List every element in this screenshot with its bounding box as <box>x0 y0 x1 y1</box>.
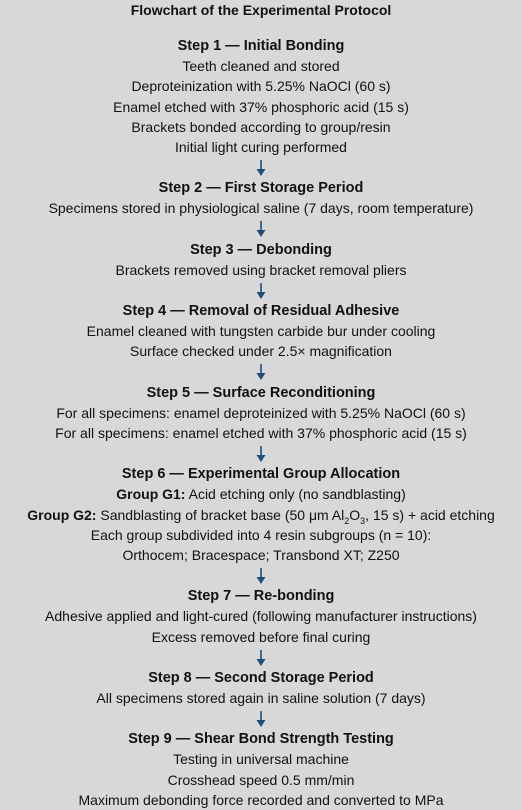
step-9-line-2: Crosshead speed 0.5 mm/min <box>167 771 355 788</box>
step-5-line-1: For all specimens: enamel deproteinized with 5.25% NaOCl (60 s) <box>56 404 466 421</box>
arrow-down-icon <box>0 565 522 586</box>
step-6-line-3: Each group subdivided into 4 resin subgroups (n = 10): <box>90 526 432 543</box>
arrow-down-icon <box>0 362 522 383</box>
step-7-line-1: Adhesive applied and light-cured (following manufacturer instructions) <box>45 608 477 625</box>
step-7-heading: Step 7 — Re-bonding <box>187 588 335 605</box>
group-g1-label: Group G1: <box>116 486 186 503</box>
step-7 <box>0 586 522 647</box>
step-9-line-1: Testing in universal machine <box>173 751 349 768</box>
group-g2-text-b: O <box>349 506 361 523</box>
step-1-line-1: Teeth cleaned and stored <box>182 58 340 74</box>
step-1-heading: Step 1 — Initial Bonding <box>177 38 345 54</box>
step-9-line-3: Maximum debonding force recorded and converted to MPa <box>78 791 444 808</box>
step-9 <box>0 729 522 810</box>
group-g1-text: Acid etching only (no sandblasting) <box>185 486 406 503</box>
step-1-line-5: Initial light curing performed <box>175 139 347 156</box>
step-5-heading: Step 5 — Surface Reconditioning <box>146 384 376 401</box>
step-8-line-1: All specimens stored again in saline solution (7 days) <box>96 690 426 707</box>
step-1-line-4: Brackets bonded according to group/resin <box>131 118 391 135</box>
arrow-down-icon <box>0 443 522 464</box>
arrow-down-icon <box>0 647 522 668</box>
step-4 <box>0 301 522 362</box>
arrow-down-icon <box>0 219 522 240</box>
step-1-line-3: Enamel etched with 37% phosphoric acid (15 s) <box>113 98 409 115</box>
step-6-line-4: Orthocem; Bracespace; Transbond XT; Z250 <box>122 547 400 564</box>
step-5 <box>0 383 522 444</box>
step-2-heading: Step 2 — First Storage Period <box>158 180 364 197</box>
group-g2-text-c: , 15 s) + acid etching <box>365 506 495 523</box>
step-4-heading: Step 4 — Removal of Residual Adhesive <box>122 303 400 320</box>
group-g2-text-a: Sandblasting of bracket base (50 μm Al <box>96 506 345 523</box>
step-4-line-1: Enamel cleaned with tungsten carbide bur under cooling <box>86 323 436 340</box>
step-3-heading: Step 3 — Debonding <box>190 241 332 258</box>
arrow-down-icon <box>0 157 522 178</box>
step-1-line-2: Deproteinization with 5.25% NaOCl (60 s) <box>131 78 391 95</box>
step-3-line-1: Brackets removed using bracket removal pliers <box>115 261 407 278</box>
step-6 <box>0 464 522 565</box>
arrow-down-icon <box>0 708 522 729</box>
step-9-heading: Step 9 — Shear Bond Strength Testing <box>128 731 394 748</box>
step-2 <box>0 178 522 218</box>
group-g2-label: Group G2: <box>27 506 97 523</box>
group-g2-line <box>0 505 522 525</box>
step-6-heading: Step 6 — Experimental Group Allocation <box>121 466 401 483</box>
step-3 <box>0 240 522 280</box>
step-5-line-2: For all specimens: enamel etched with 37% phosphoric acid (15 s) <box>55 424 467 441</box>
step-7-line-2: Excess removed before final curing <box>151 628 371 645</box>
group-g2-sub-b: 3 <box>360 515 366 526</box>
step-2-line-1: Specimens stored in physiological saline (7 days, room temperature) <box>48 200 474 217</box>
group-g2-sub-a: 2 <box>344 515 350 526</box>
step-4-line-2: Surface checked under 2.5× magnification <box>130 343 392 360</box>
step-1 <box>0 36 522 157</box>
step-8-heading: Step 8 — Second Storage Period <box>148 670 374 687</box>
arrow-down-icon <box>0 280 522 301</box>
flowchart-title: Flowchart of the Experimental Protocol <box>130 2 392 18</box>
step-8 <box>0 668 522 708</box>
group-g1-line <box>0 484 522 504</box>
